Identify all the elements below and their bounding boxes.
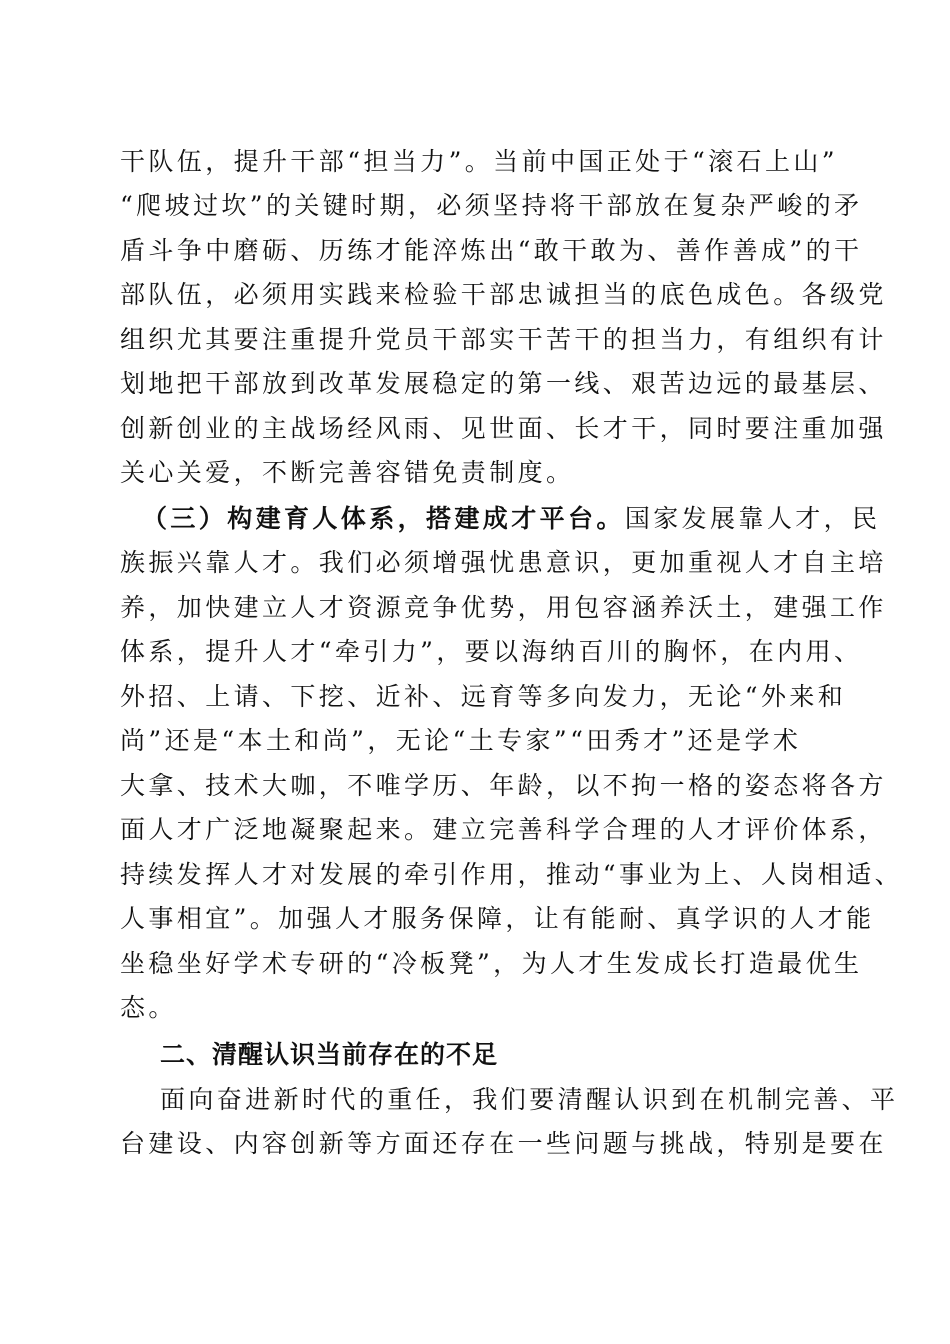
paragraph-line: 部队伍，必须用实践来检验干部忠诚担当的底色成色。各级党 xyxy=(120,280,887,309)
paragraph-line: 创新创业的主战场经风雨、见世面、长才干，同时要注重加强 xyxy=(120,414,887,443)
paragraph-line: 外招、上请、下挖、近补、远育等多向发力，无论“外来和 xyxy=(120,682,847,711)
paragraph-line: 态。 xyxy=(120,993,177,1022)
paragraph-line: 组织尤其要注重提升党员干部实干苦干的担当力，有组织有计 xyxy=(120,325,887,354)
section-3-first-line xyxy=(142,497,881,541)
paragraph-line: 面向奋进新时代的重任，我们要清醒认识到在机制完善、平 xyxy=(160,1085,899,1114)
section-3-heading: （三）构建育人体系，搭建成才平台。 xyxy=(142,504,625,533)
paragraph-line: 持续发挥人才对发展的牵引作用，推动“事业为上、人岗相适、 xyxy=(120,860,903,889)
section-3-first-line-text: 国家发展靠人才，民 xyxy=(624,504,881,533)
paragraph-line: 族振兴靠人才。我们必须增强忧患意识，更加重视人才自主培 xyxy=(120,548,887,577)
part-2-heading: 二、清醒认识当前存在的不足 xyxy=(160,1040,499,1069)
paragraph-line: 大拿、技术大咖，不唯学历、年龄，以不拘一格的姿态将各方 xyxy=(120,771,887,800)
paragraph-line: 体系，提升人才“牵引力”，要以海纳百川的胸怀，在内用、 xyxy=(120,637,863,666)
paragraph-line: 划地把干部放到改革发展稳定的第一线、艰苦边远的最基层、 xyxy=(120,369,887,398)
paragraph-line: “爬坡过坎”的关键时期，必须坚持将干部放在复杂严峻的矛 xyxy=(120,191,863,220)
paragraph-line: 人事相宜”。加强人才服务保障，让有能耐、真学识的人才能 xyxy=(120,904,875,933)
paragraph-line: 台建设、内容创新等方面还存在一些问题与挑战，特别是要在 xyxy=(120,1129,887,1158)
paragraph-line: 坐稳坐好学术专研的“冷板凳”，为人才生发成长打造最优生 xyxy=(120,949,863,978)
paragraph-line: 盾斗争中磨砺、历练才能淬炼出“敢干敢为、善作善成”的干 xyxy=(120,236,863,265)
paragraph-line: 养，加快建立人才资源竞争优势，用包容涵养沃土，建强工作 xyxy=(120,593,887,622)
paragraph-line: 关心关爱，不断完善容错免责制度。 xyxy=(120,458,575,487)
paragraph-line: 尚”还是“本土和尚”，无论“土专家”“田秀才”还是学术 xyxy=(120,726,802,755)
paragraph-line: 干队伍，提升干部“担当力”。当前中国正处于“滚石上山” xyxy=(120,147,838,176)
paragraph-line: 面人才广泛地凝聚起来。建立完善科学合理的人才评价体系， xyxy=(120,815,887,844)
